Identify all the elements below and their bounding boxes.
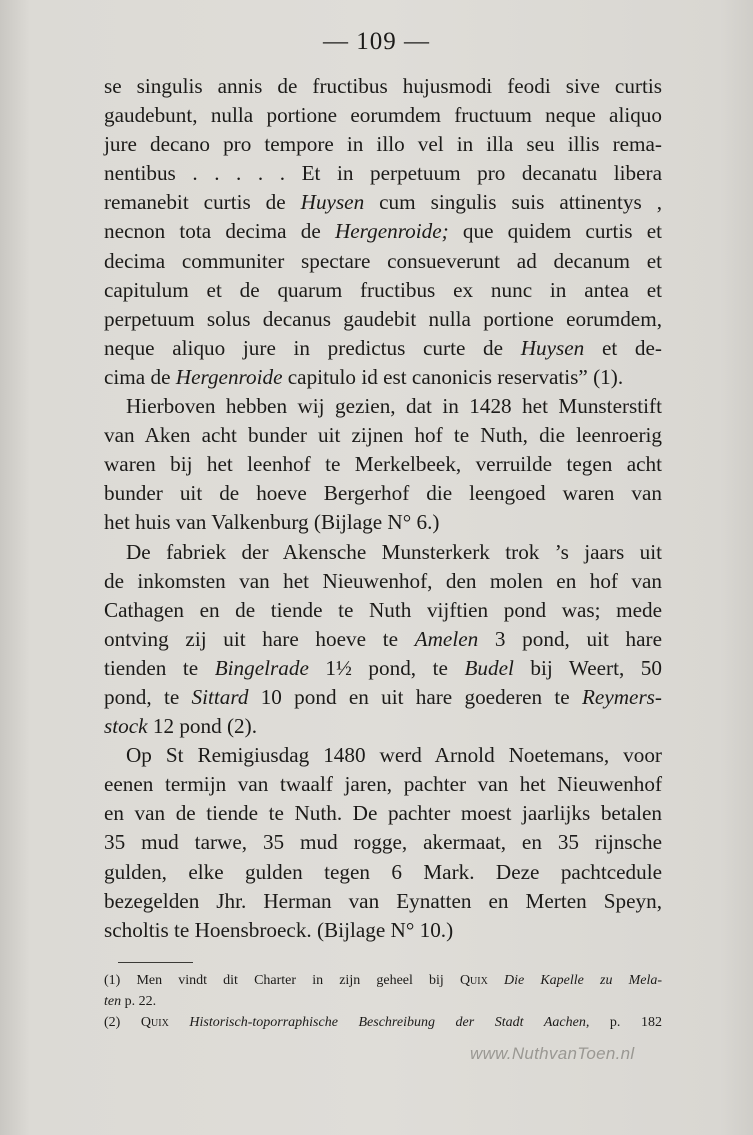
text-segment: 12 pond (2). [147, 714, 258, 739]
text-segment: de inkomsten van het Nieuwenhof, den molen en hof van [104, 568, 662, 593]
text-segment: gulden, elke gulden tegen 6 Mark. Deze pachtcedule [104, 859, 662, 884]
text-line [104, 479, 662, 508]
text-segment: stock [104, 714, 148, 739]
text-segment: necnon tota decima de [104, 219, 335, 244]
text-segment: De fabriek der Akensche Munsterkerk trok ’s jaars uit [126, 539, 662, 564]
text-segment: neque aliquo jure in predictus curte de [104, 335, 521, 360]
text-segment: Op St Remigiusdag 1480 werd Arnold Noetemans, voor [126, 743, 662, 768]
text-line [104, 217, 662, 246]
text-line [104, 770, 662, 799]
text-segment: Huysen [520, 335, 585, 360]
text-segment: jure decano pro tempore in illo vel in illa seu illis rema- [104, 132, 662, 157]
text-line [104, 538, 662, 567]
watermark: www.NuthvanToen.nl [470, 1044, 635, 1063]
text-segment: Reymers- [581, 684, 662, 709]
text-line [104, 508, 662, 537]
text-segment: pond, te [104, 684, 192, 709]
text-segment: que quidem curtis et [448, 219, 662, 244]
text-segment: (2) [104, 1015, 141, 1030]
text-segment: Amelen [414, 626, 479, 651]
text-segment: et de- [584, 335, 662, 360]
text-line [104, 712, 662, 741]
text-segment: (1) Men vindt dit Charter in zijn geheel bij [104, 973, 460, 988]
footnote-line [104, 1012, 662, 1033]
text-segment: Quix [140, 1015, 169, 1030]
text-segment: gaudebunt, nulla portione eorumdem fructuum neque aliquo [104, 103, 662, 128]
text-line [104, 72, 662, 101]
text-segment: perpetuum solus decanus gaudebit nulla portione eorumdem, [104, 306, 662, 331]
footnote-line [104, 991, 662, 1012]
text-segment: se singulis annis de fructibus hujusmodi feodi sive curtis [104, 74, 662, 98]
text-segment: bij Weert, 50 [513, 655, 662, 680]
text-line [104, 916, 662, 945]
text-segment: Budel [464, 655, 514, 680]
text-line [104, 188, 662, 217]
text-line [104, 625, 662, 654]
text-line [104, 363, 662, 392]
text-line [104, 334, 662, 363]
text-line [104, 596, 662, 625]
text-segment: p. 22. [121, 994, 157, 1009]
page-number: — 109 — [323, 28, 430, 55]
text-line [104, 828, 662, 857]
text-segment: scholtis te Hoensbroeck. (Bijlage N° 10.) [104, 917, 454, 942]
text-line [104, 799, 662, 828]
text-segment: cima de [104, 364, 176, 389]
text-line [104, 858, 662, 887]
text-line [104, 450, 662, 479]
text-segment: 1½ pond, te [308, 655, 465, 680]
text-segment: bunder uit de hoeve Bergerhof die leengoed waren van [104, 481, 662, 506]
text-segment: 35 mud tarwe, 35 mud rogge, akermaat, en 35 rijnsche [104, 830, 662, 855]
text-line [104, 101, 662, 130]
text-line [104, 654, 662, 683]
body-text [104, 72, 662, 945]
text-line [104, 130, 662, 159]
text-segment: nentibus . . . . . Et in perpetuum pro decanatu libera [104, 161, 662, 186]
text-segment: cum singulis suis attinentys , [364, 190, 663, 215]
text-segment: Die Kapelle zu Mela- [503, 973, 663, 988]
text-line [104, 305, 662, 334]
text-segment: Hierboven hebben wij gezien, dat in 1428 het Munsterstift [126, 394, 662, 419]
footnotes [104, 970, 662, 1033]
text-line [104, 159, 662, 188]
text-segment: bezegelden Jhr. Herman van Eynatten en Merten Speyn, [104, 888, 662, 913]
text-segment: Hergenroide [175, 364, 283, 389]
footnote-line [104, 970, 662, 991]
text-line [104, 567, 662, 596]
text-segment: van Aken acht bunder uit zijnen hof te Nuth, die leenroerig [104, 423, 662, 448]
text-segment: Cathagen en de tiende te Nuth vijftien pond was; mede [104, 597, 662, 622]
text-segment: eenen termijn van twaalf jaren, pachter van het Nieuwenhof [104, 772, 662, 797]
text-segment: tienden te [104, 655, 215, 680]
text-segment: het huis van Valkenburg (Bijlage N° 6.) [104, 510, 440, 535]
text-segment: Huysen [300, 190, 365, 215]
text-segment: decima communiter spectare consueverunt ad decanum et [104, 248, 662, 273]
text-segment: capitulo id est canonicis reservatis” (1). [282, 364, 624, 389]
text-segment: Historisch-toporraphische Beschreibung der Stadt Aachen, [189, 1015, 590, 1030]
text-segment: en van de tiende te Nuth. De pachter moest jaarlijks betalen [104, 801, 662, 826]
text-segment: capitulum et de quarum fructibus ex nunc in antea et [104, 277, 662, 302]
text-line [104, 741, 662, 770]
text-line [104, 683, 662, 712]
footnote-separator [118, 962, 193, 963]
text-line [104, 276, 662, 305]
text-segment: remanebit curtis de [104, 190, 301, 215]
text-segment: Sittard [191, 684, 249, 709]
text-segment: p. 182 [589, 1015, 663, 1030]
text-segment: ontving zij uit hare hoeve te [104, 626, 415, 651]
text-segment: waren bij het leenhof te Merkelbeek, verruilde tegen acht [104, 452, 662, 477]
text-segment [169, 1015, 190, 1030]
text-line [104, 392, 662, 421]
text-segment [488, 973, 504, 988]
text-segment: ten [104, 994, 122, 1009]
text-segment: Quix [459, 973, 488, 988]
text-segment: 3 pond, uit hare [478, 626, 663, 651]
text-line [104, 421, 662, 450]
text-line [104, 887, 662, 916]
text-line [104, 247, 662, 276]
text-segment: Hergenroide; [334, 219, 449, 244]
text-segment: 10 pond en uit hare goederen te [248, 684, 582, 709]
text-segment: Bingelrade [214, 655, 309, 680]
